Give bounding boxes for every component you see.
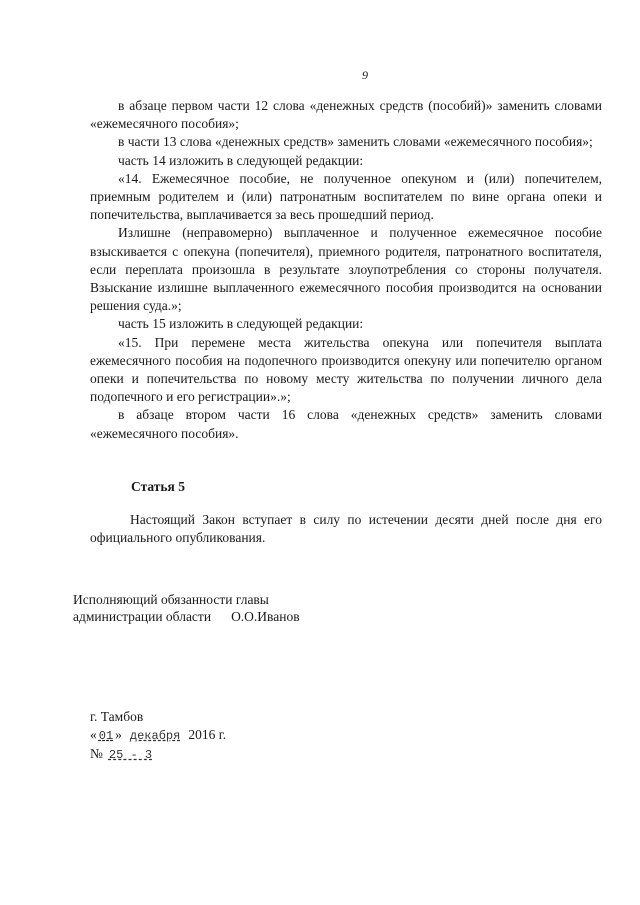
amendment-paragraph: в абзаце втором части 16 слова «денежных средств» заменить словами «ежемесячного пособия». (90, 407, 602, 441)
signatory-title-line2 (73, 608, 300, 625)
date-line (90, 726, 226, 745)
amendment-paragraph: часть 14 изложить в следующей редакции: (118, 152, 364, 168)
amendments-block (90, 97, 602, 443)
article-heading: Статья 5 (131, 479, 185, 494)
date-day: 01 (98, 729, 114, 743)
article-body (90, 511, 602, 547)
page-number: 9 (362, 68, 368, 82)
amendment-paragraph: «15. При перемене места жительства опекуна или попечителя выплата ежемесячного пособия на подопечного производится опекуну или попечителю органом опеки и попечительства по новому месту жительства по получении личного дела подопечного и его регистрации».»; (90, 334, 602, 405)
amendment-paragraph: в части 13 слова «денежных средств» заменить словами «ежемесячного пособия»; (118, 134, 593, 150)
article-paragraph: Настоящий Закон вступает в силу по истечении десяти дней после дня его официального опубликования. (90, 512, 602, 546)
amendment-paragraph: в абзаце первом части 12 слова «денежных средств (пособий)» заменить словами «ежемесячного пособия»; (90, 98, 602, 132)
amendment-paragraph: «14. Ежемесячное пособие, не полученное опекуном и (или) попечителем, приемным родителем и (или) патронатным воспитателем по вине органа опеки и попечительства, выплачивается за весь прошедший период. (90, 170, 602, 223)
document-number: 25 - 3 (108, 748, 153, 762)
amendment-paragraph: Излишне (неправомерно) выплаченное и полученное ежемесячное пособие взыскивается с опекуна (попечителя), приемного родителя, патронатного воспитателя, если переплата произошла в результате злоупотребления со стороны получателя. Взыскание излишне выплаченного ежемесячного пособия производится на основании решения суда.»; (90, 225, 602, 314)
signature-block (73, 591, 300, 625)
city: г. Тамбов (90, 709, 144, 724)
date-close-quote: » (115, 727, 122, 742)
signatory-title-line1: Исполняющий обязанности главы (73, 592, 269, 607)
signatory-title: администрации области (73, 609, 212, 624)
document-number-line (90, 745, 226, 764)
signatory-name: О.О.Иванов (231, 609, 300, 624)
amendment-paragraph: часть 15 изложить в следующей редакции: (118, 316, 364, 332)
date-open-quote: « (90, 727, 97, 742)
date-year: 2016 г. (188, 727, 227, 742)
date-month: декабря (129, 729, 181, 743)
place-date-block (90, 708, 226, 764)
number-sign: № (90, 746, 103, 761)
